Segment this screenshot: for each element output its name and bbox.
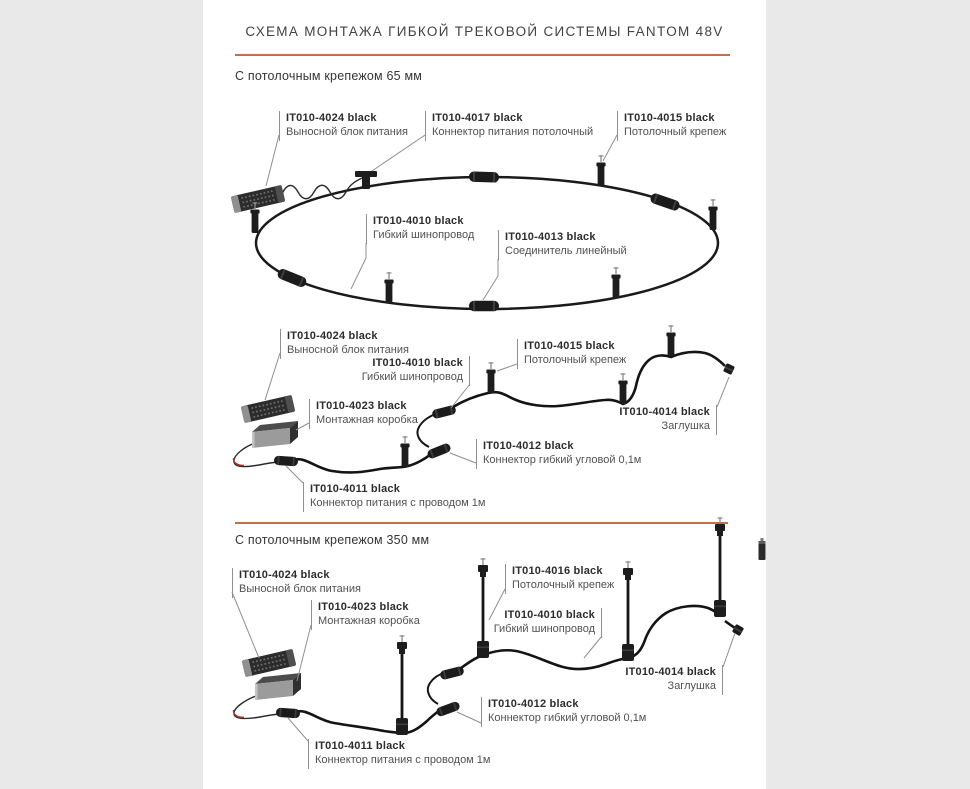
part-code: IT010-4011 black bbox=[310, 483, 401, 495]
part-label-4010 bbox=[494, 608, 602, 638]
part-desc: Гибкий шинопровод bbox=[373, 229, 475, 241]
part-code: IT010-4023 black bbox=[316, 400, 407, 412]
mounting-box-icon bbox=[252, 421, 298, 448]
part-desc: Потолочный крепеж bbox=[512, 579, 615, 591]
part-code: IT010-4011 black bbox=[315, 740, 406, 752]
part-desc: Потолочный крепеж bbox=[624, 126, 727, 138]
part-label-4012 bbox=[476, 439, 641, 469]
page-title: СХЕМА МОНТАЖА ГИБКОЙ ТРЕКОВОЙ СИСТЕМЫ FANTOM 48V bbox=[245, 24, 724, 39]
part-code: IT010-4017 black bbox=[432, 112, 523, 124]
part-label-4014 bbox=[625, 665, 723, 695]
part-code: IT010-4012 black bbox=[483, 440, 574, 452]
power-supply-unit-icon bbox=[242, 649, 296, 677]
ceiling-mount-65-icon bbox=[384, 272, 393, 303]
part-label-4012 bbox=[481, 697, 646, 727]
part-label-4017 bbox=[425, 111, 593, 141]
ceiling-mount-350-icon bbox=[622, 561, 634, 661]
flex-corner-connector-icon bbox=[435, 701, 461, 718]
flexible-track bbox=[293, 454, 431, 472]
part-code: IT010-4014 black bbox=[619, 406, 710, 418]
section-heading-350mm: С потолочным крепежом 350 мм bbox=[235, 533, 430, 547]
part-label-4024 bbox=[232, 568, 361, 598]
part-code: IT010-4013 black bbox=[505, 231, 596, 243]
part-desc: Монтажная коробка bbox=[318, 615, 420, 627]
part-code: IT010-4015 black bbox=[624, 112, 715, 124]
flexible-track bbox=[295, 710, 440, 733]
ceiling-mount-65-icon bbox=[708, 199, 717, 230]
part-label-4016 bbox=[505, 564, 614, 594]
ceiling-mount-65-icon bbox=[618, 373, 627, 404]
part-code: IT010-4014 black bbox=[625, 666, 716, 678]
part-code: IT010-4024 black bbox=[286, 112, 377, 124]
part-label-4024 bbox=[279, 111, 408, 141]
flexible-track-oval bbox=[256, 177, 718, 309]
flex-corner-connector-icon bbox=[431, 405, 457, 420]
part-code: IT010-4010 black bbox=[373, 215, 464, 227]
part-desc: Коннектор питания с проводом 1м bbox=[310, 497, 486, 509]
part-code: IT010-4010 black bbox=[504, 609, 595, 621]
ceiling-mount-350-icon bbox=[714, 517, 726, 617]
flex-corner-cable bbox=[417, 414, 435, 447]
flex-corner-cable bbox=[428, 673, 443, 704]
part-label-4023 bbox=[309, 399, 418, 429]
part-code: IT010-4015 black bbox=[524, 340, 615, 352]
oval-track-scheme-65mm bbox=[231, 135, 718, 311]
part-desc: Потолочный крепеж bbox=[524, 354, 627, 366]
part-desc: Заглушка bbox=[667, 680, 716, 692]
power-feed-connector-icon bbox=[274, 456, 299, 467]
power-supply-unit-icon bbox=[241, 395, 295, 423]
part-desc: Соединитель линейный bbox=[505, 245, 627, 257]
part-label-4024 bbox=[280, 329, 409, 359]
part-desc: Коннектор питания с проводом 1м bbox=[315, 754, 491, 766]
part-code: IT010-4024 black bbox=[239, 569, 330, 581]
power-supply-unit-icon bbox=[231, 185, 285, 213]
part-desc: Коннектор питания потолочный bbox=[432, 126, 594, 138]
ceiling-mount-350-icon bbox=[477, 558, 489, 658]
ceiling-mount-65-icon bbox=[611, 267, 620, 298]
part-code: IT010-4016 black bbox=[512, 565, 603, 577]
part-code: IT010-4023 black bbox=[318, 601, 409, 613]
part-desc: Гибкий шинопровод bbox=[361, 371, 463, 383]
ceiling-mount-65-icon bbox=[400, 436, 409, 467]
part-label-4011 bbox=[303, 482, 485, 512]
ceiling-mount-350-icon bbox=[396, 635, 408, 735]
part-code: IT010-4024 black bbox=[287, 330, 378, 342]
flex-corner-connector-icon bbox=[426, 442, 452, 460]
part-label-4015 bbox=[517, 339, 626, 369]
power-feed-connector-icon bbox=[276, 708, 301, 719]
linear-connector-icon bbox=[276, 268, 308, 289]
section-heading-65mm: С потолочным крепежом 65 мм bbox=[235, 69, 423, 83]
ceiling-mount-65-icon bbox=[666, 325, 675, 356]
mounting-box-icon bbox=[255, 673, 301, 700]
part-label-4013 bbox=[498, 230, 627, 260]
part-desc: Коннектор гибкий угловой 0,1м bbox=[483, 454, 642, 466]
part-desc: Выносной блок питания bbox=[287, 344, 409, 356]
part-desc: Заглушка bbox=[661, 420, 710, 432]
flex-corner-connector-icon bbox=[439, 666, 465, 681]
part-code: IT010-4012 black bbox=[488, 698, 579, 710]
part-code: IT010-4010 black bbox=[372, 357, 463, 369]
part-desc: Коннектор гибкий угловой 0,1м bbox=[488, 712, 647, 724]
part-label-4010 bbox=[362, 356, 470, 386]
part-desc: Выносной блок питания bbox=[239, 583, 361, 595]
flexible-track bbox=[725, 621, 735, 628]
part-desc: Монтажная коробка bbox=[316, 414, 418, 426]
linear-connector-icon bbox=[469, 301, 499, 311]
part-label-4023 bbox=[311, 600, 420, 630]
part-label-4010 bbox=[366, 214, 474, 244]
part-label-4011 bbox=[308, 739, 490, 769]
detached-mount-part-icon bbox=[759, 538, 766, 560]
part-desc: Выносной блок питания bbox=[286, 126, 408, 138]
ceiling-mount-65-icon bbox=[486, 362, 495, 393]
part-label-4015 bbox=[617, 111, 726, 141]
part-label-4014 bbox=[619, 405, 717, 435]
part-desc: Гибкий шинопровод bbox=[493, 623, 595, 635]
linear-connector-icon bbox=[649, 192, 681, 212]
linear-connector-icon bbox=[469, 171, 499, 182]
